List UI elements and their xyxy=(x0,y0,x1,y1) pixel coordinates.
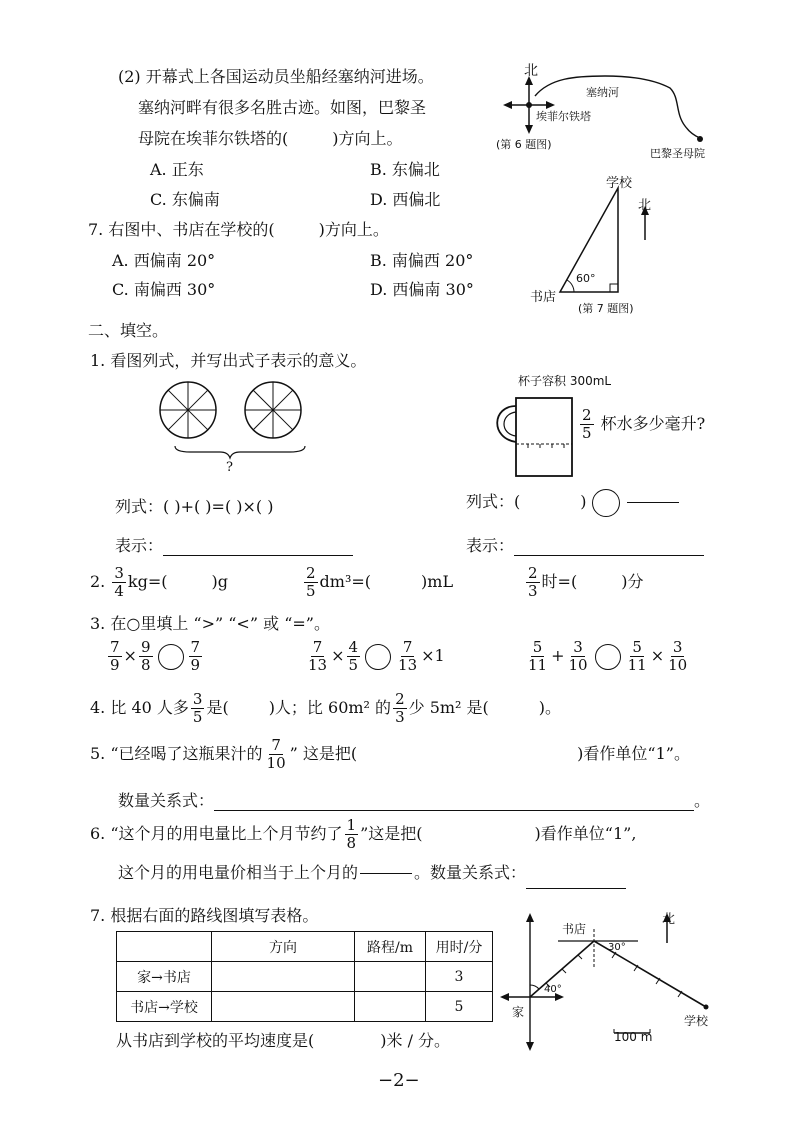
q6-2-option-d: D. 西偏北 xyxy=(370,190,441,209)
f2-a-end: )g xyxy=(211,572,228,591)
table-row: 家→书店 3 xyxy=(117,962,493,992)
map-north-label: 北 xyxy=(662,912,676,927)
cup-frac-den: 5 xyxy=(582,424,592,442)
cup-question-text: 杯水多少毫升? xyxy=(600,414,706,433)
fig6-tower-label: 埃菲尔铁塔 xyxy=(536,110,591,123)
f1-meaning-left-label: 表示： xyxy=(115,536,164,555)
f1-meaning-right xyxy=(466,533,704,556)
q7-stem-b: )方向上。 xyxy=(318,220,389,239)
f1-formula-right-a: 列式：( xyxy=(466,492,521,511)
direction-cell[interactable] xyxy=(212,992,355,1022)
q6-2-line3-b: )方向上。 xyxy=(332,129,403,148)
header-direction: 方向 xyxy=(212,932,355,962)
cup-question xyxy=(578,408,705,441)
f2-c-unit: 时=( xyxy=(541,572,578,591)
f2-a-unit: kg=( xyxy=(127,572,168,591)
distance-cell[interactable] xyxy=(355,992,426,1022)
page-number: −2− xyxy=(378,1070,420,1091)
two-circles-figure xyxy=(150,378,320,463)
map-scale-label: 100 m xyxy=(614,1030,653,1044)
f1-formula-right-b: ) xyxy=(580,492,587,511)
f2-frac-c: $\frac{2}{3}$ xyxy=(528,564,538,600)
header-time: 用时/分 xyxy=(426,932,493,962)
compare-circle-2 xyxy=(365,644,391,670)
f5-relation: 数量关系式： 。 xyxy=(118,791,711,810)
f2-number: 2. xyxy=(90,572,106,591)
compare-circle-1 xyxy=(158,644,184,670)
f3-expr-2: $\frac{7}{13}$ × $\frac{4}{5}$ $\frac{7}{13}$ ×1 xyxy=(308,638,445,674)
fig6-caption: (第 6 题图) xyxy=(496,138,552,151)
header-distance: 路程/m xyxy=(355,932,426,962)
q7-option-b: B. 南偏西 20° xyxy=(370,251,474,270)
f2-frac-a: $\frac{3}{4}$ xyxy=(114,564,124,600)
q7-stem-a: 7. 右图中、书店在学校的( xyxy=(88,220,275,239)
triangle-figure xyxy=(540,180,680,300)
q7-option-c: C. 南偏西 30° xyxy=(112,280,216,299)
f2-b-end: )mL xyxy=(421,572,454,591)
direction-cell[interactable] xyxy=(212,962,355,992)
map-home-label: 家 xyxy=(512,1005,525,1019)
fig7-angle-label: 60° xyxy=(576,272,596,285)
cup-capacity-label: 杯子容积 300mL xyxy=(518,374,612,388)
f3-expr-1: $\frac{7}{9}$ × $\frac{9}{8}$ $\frac{7}{9}$ xyxy=(110,638,201,674)
map-angle-30: 30° xyxy=(608,942,626,953)
f2-c-end: )分 xyxy=(621,572,644,591)
q6-2-line3-a: 母院在埃菲尔铁塔的( xyxy=(138,129,289,148)
q6-2-option-a: A. 正东 xyxy=(150,160,204,179)
route-table xyxy=(116,931,493,1022)
fig6-river-label: 塞纳河 xyxy=(586,86,619,99)
cup-figure xyxy=(488,392,588,480)
f1-question-mark: ? xyxy=(226,460,233,475)
fig7-bookstore-label: 书店 xyxy=(530,290,557,305)
q6-2-option-b: B. 东偏北 xyxy=(370,160,440,179)
f2-frac-b: $\frac{2}{5}$ xyxy=(306,564,316,600)
map-school-label: 学校 xyxy=(684,1014,709,1028)
f6-line1: 6. “这个月的用电量比上个月节约了 $\frac{1}{8}$ ”这是把( )看作单位“1”, xyxy=(90,816,637,852)
fig7-school-label: 学校 xyxy=(606,176,633,191)
q6-2-option-c: C. 东偏南 xyxy=(150,190,220,209)
compare-circle-3 xyxy=(595,644,621,670)
q6-2-line2: 塞纳河畔有很多名胜古迹。如图，巴黎圣 xyxy=(138,98,427,117)
table-row: 书店→学校 5 xyxy=(117,992,493,1022)
f2-b-unit: dm³=( xyxy=(319,572,372,591)
f1-operator-circle xyxy=(592,489,620,517)
fig6-church-label: 巴黎圣母院 xyxy=(650,147,705,160)
cup-fraction xyxy=(580,408,594,441)
f7-speed: 从书店到学校的平均速度是( )米 / 分。 xyxy=(116,1031,451,1050)
f1-blank-fraction xyxy=(627,487,679,518)
table-header-row xyxy=(117,932,493,962)
q6-2-line3 xyxy=(138,126,403,149)
q7-option-d: D. 西偏南 30° xyxy=(370,280,474,299)
map-bookstore-label: 书店 xyxy=(562,922,587,936)
section-title: 二、填空。 xyxy=(88,321,169,340)
map-angle-40: 40° xyxy=(544,984,562,995)
f1-formula-left: 列式：( )+( )=( )×( ) xyxy=(115,497,274,516)
f1-stem: 1. 看图列式，并写出式子表示的意义。 xyxy=(90,351,367,370)
f1-formula-right xyxy=(466,487,681,518)
fig7-caption: (第 7 题图) xyxy=(578,302,634,315)
fig6-north-label: 北 xyxy=(524,63,538,79)
f1-meaning-right-label: 表示： xyxy=(466,536,515,555)
f4-line: 4. 比 40 人多 $\frac{3}{5}$ 是( )人；比 60m² 的 $\frac{2}{3}$ 少 5m² 是( )。 xyxy=(90,690,562,726)
distance-cell[interactable] xyxy=(355,962,426,992)
q7-option-a: A. 西偏南 20° xyxy=(112,251,216,270)
f2-line xyxy=(90,566,228,599)
cup-frac-num: 2 xyxy=(582,406,592,424)
q7-stem xyxy=(88,217,389,240)
f6-line2: 这个月的用电量价相当于上个月的 。数量关系式： xyxy=(118,858,626,889)
f3-expr-3: $\frac{5}{11}$ + $\frac{3}{10}$ $\frac{5}{11}$ × $\frac{3}{10}$ xyxy=(528,638,688,674)
f2-c xyxy=(524,566,643,599)
f5-line: 5. “已经喝了这瓶果汁的 $\frac{7}{10}$ ” 这是把( )看作单位“1”。 xyxy=(90,736,690,772)
f1-meaning-left xyxy=(115,533,353,556)
f6-blank-fraction xyxy=(360,858,412,889)
f2-b xyxy=(302,566,453,599)
fig7-north-label: 北 xyxy=(638,198,652,213)
q6-2-line1: (2) 开幕式上各国运动员坐船经塞纳河进场。 xyxy=(118,67,434,86)
f7-stem: 7. 根据右面的路线图填写表格。 xyxy=(90,906,319,925)
f3-stem: 3. 在○里填上 “>” “<” 或 “=”。 xyxy=(90,614,330,633)
